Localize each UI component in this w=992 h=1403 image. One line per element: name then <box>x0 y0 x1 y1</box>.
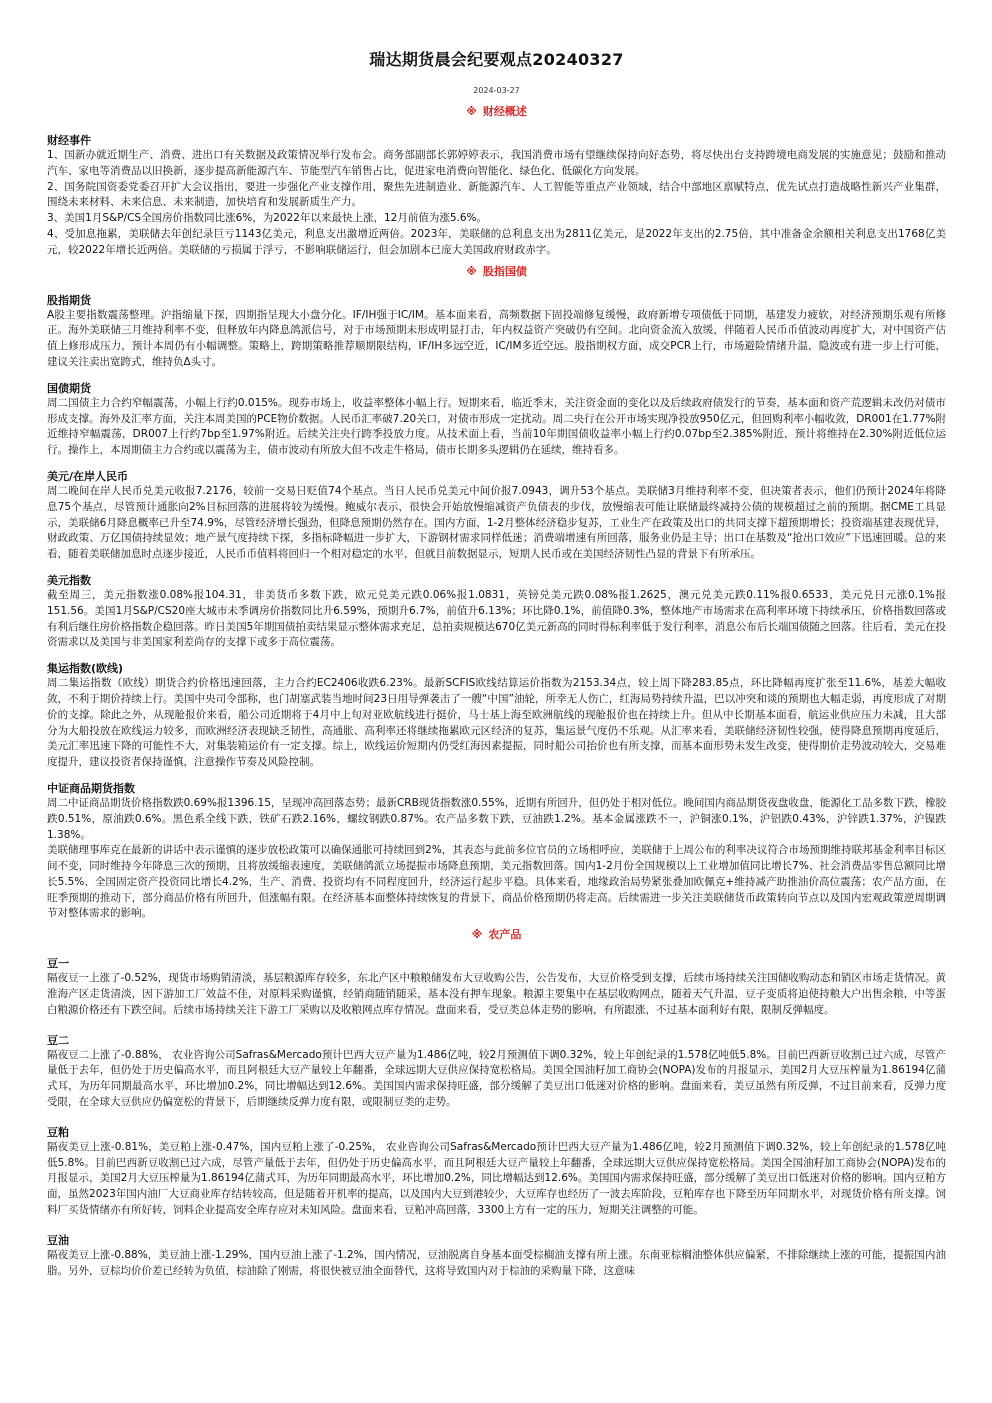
block-text-index-futures: A股主要指数震荡整理。沪指缩量下探，四期指呈现大小盘分化。IF/IH强于IC/IM。基本面来看，高频数据下固投端修复缓慢，政府新增专项债低于同期，基建发力疲软，对经济预期乐观有所修正。海外美联储三月维持利率不变，但释放年内降息鸽派信号，对于市场预期未形成明显打击，年内权益资产突破仍有空间。北向资金流入放缓，伴随着人民币币值波动再度扩大，对中国资产估值上修形成压力，预计本周仍有小幅调整。策略上，跨期策略推荐顺期限结构，IF/IH多远空近，IC/IM多近空远。股指期权方面，成交PCR上行，市场避险情绪升温，隐波或有进一步上行可能，建议关注卖出宽跨式，维持负Δ头寸。 <box>47 308 946 368</box>
section-title: 财经概述 <box>482 105 527 118</box>
block-title-soy2: 豆二 <box>47 1033 69 1047</box>
finance-event-item: 1、国新办就近期生产、消费、进出口有关数据及政策情况举行发布会。商务部副部长郭婷婷表示，我国消费市场有望继续保持向好态势，将尽快出台支持跨境电商发展的实施意见；鼓励和推动汽车、家电等消费品以旧换新，逐步提高新能源汽车、节能型汽车销售占比，促进家电消费向智能化、绿色化、低碳化方向发展。 <box>47 149 946 177</box>
section-mark-icon: ※ <box>471 928 483 942</box>
block-title-dxy: 美元指数 <box>47 573 91 587</box>
block-text-oil: 隔夜美豆上涨-0.88%，美豆油上涨-1.29%，国内豆油上涨了-1.2%，国内情况，豆油脱离自身基本面受棕榈油支撑有所上涨。东南亚棕榈油整体供应偏紧，不排除继续上涨的可能，提振国内油脂。另外，豆棕均价价差已经转为负值，棕油除了刚需，将很快被豆油全面替代，这将导致国内对于棕油的采购量下降，这意味 <box>47 1248 946 1277</box>
document-date: 2024-03-27 <box>473 86 520 95</box>
section-title: 股指国债 <box>482 264 527 278</box>
block-text-ccpi-2: 美联储理事库克在最新的讲话中表示谨慎的逐步放松政策可以确保通胀可持续回到2%，其表态与此前多位官员的立场相呼应，美联储于上周公布的利率决议符合市场预期维持联邦基金利率目标区间不变，同时维持今年降息三次的预期，且将放缓缩表速度，美联储鸽派立场提振市场降息预期，美元指数回落。国内1-2月份全国规模以上工业增加值同比增长7%、社会消费品零售总额同比增长5.5%、全国固定资产投资同比增长4.2%，生产、消费、投资均有不同程度回升，经济运行起步平稳。具体来看，地缘政治局势紧张叠加欧佩克+维持减产助推油价高位震荡；农产品方面，在旺季预期的推动下，部分商品价格有所回升，但涨幅有限。在经济基本面整体持续恢复的背景下，商品价格预期仍将走高。后续需进一步关注美联储货币政策转向节点以及国内宏观政策逆周期调节对整体需求的影响。 <box>47 844 946 920</box>
section-mark-icon: ※ <box>466 264 477 278</box>
block-text-meal: 隔夜美豆上涨-0.81%，美豆粕上涨-0.47%，国内豆粕上涨了-0.25%， 农业咨询公司Safras&Mercado预计巴西大豆产量为1.486亿吨，较2月预测值下调0.32%，较上年创纪录的1.578亿吨低5.8%。目前巴西新豆收割已过六成，尽管产量低于去年，但仍处于历史偏高水平，而且阿根廷大豆产量较上年翻番，全球远期大豆供应保持宽松格局。美国全国油籽加工商协会(NOPA)发布的月报显示，美国2月大豆压榨量为1.86194亿蒲式耳，为历年同期最高水平，环比增加0.2%，同比增幅达到12.6%。美国国内需求保持旺盛，部分缓解了美豆出口低迷对价格的影响。国内豆粕方面，虽然2023年国内油厂大豆商业库存结转较高，但是随着开机率的提高，以及国内大豆到港较少，大豆库存也经历了一波去库阶段，豆粕库存也下降至历年同期水平，对现货价格有所支撑。饲料厂买货情绪亦有所好转，饲料企业提高安全库存应对未知风险。盘面来看，豆粕冲高回落，3300上方有一定的压力，短期关注调整的可能。 <box>47 1140 946 1217</box>
block-text-ccpi-1: 周二中证商品期货价格指数跌0.69%报1396.15，呈现冲高回落态势；最新CRB现货指数涨0.55%，近期有所回升，但仍处于相对低位。晚间国内商品期货夜盘收盘，能源化工品多数下跌，橡胶跌0.51%，原油跌0.6%。黑色系全线下跌，铁矿石跌2.16%，螺纹钢跌0.87%。农产品多数下跌，豆油跌1.2%。基本金属涨跌不一，沪铜涨0.1%，沪铝跌0.43%，沪锌跌1.37%，沪镍跌1.38%。 <box>47 796 946 841</box>
block-title-finance-events: 财经事件 <box>47 134 91 147</box>
section-header-equity-bond <box>47 265 946 279</box>
block-title-ccpi: 中证商品期货指数 <box>47 781 135 795</box>
block-title-usdcnh: 美元/在岸人民币 <box>47 469 129 483</box>
section-header-agri <box>47 928 946 942</box>
block-text-soy2: 隔夜豆二上涨了-0.88%， 农业咨询公司Safras&Mercado预计巴西大豆产量为1.486亿吨，较2月预测值下调0.32%，较上年创纪录的1.578亿吨低5.8%。目前巴西新豆收割已过六成，尽管产量低于去年，但仍处于历史偏高水平，而且阿根廷大豆产量较上年翻番，全球远期大豆供应保持宽松格局。美国全国油籽加工商协会(NOPA)发布的月报显示，美国2月大豆压榨量为1.86194亿蒲式耳，为历年同期最高水平，环比增加0.2%，同比增幅达到12.6%。美国国内需求保持旺盛，部分缓解了美豆出口低迷对价格的影响。盘面来看，美豆虽然有所反弹，不过目前来看，反弹力度受限，在全球大豆供应仍偏宽松的背景下，后期继续反弹力度有限，或限制豆类的走势。 <box>47 1048 946 1109</box>
block-text-treasury-futures: 周二国债主力合约窄幅震荡，小幅上行约0.015%。现券市场上，收益率整体小幅上行。短期来看，临近季末，关注资金面的变化以及后续政府债发行的节奏，基本面和资产荒逻辑未改仍对债市形成支撑。海外及汇率方面，关注本周美国的PCE物价数据。人民币汇率破7.20关口，对债市形成一定扰动。周二央行在公开市场实现净投放950亿元，但回购利率小幅收敛，DR001在1.77%附近维持窄幅震荡，DR007上行约7bp至1.97%附近。后续关注央行跨季投放力度。从技术面上看，当前10年期国债收益率小幅上行约0.07bp至2.385%附近，预计将维持在2.30%附近低位运行。操作上，本周期债主力合约或以震荡为主，债市波动有所放大但不改走牛格局，债市长期多头逻辑仍在延续，维持看多。 <box>47 396 946 457</box>
block-text-dxy: 截至周三，美元指数涨0.08%报104.31，非美货币多数下跌，欧元兑美元跌0.06%报1.0831，英镑兑美元跌0.08%报1.2625，澳元兑美元跌0.11%报0.6533，美元兑日元涨0.1%报151.56。美国1月S&P/CS20座大城市未季调房价指数同比升6.59%，预期升6.7%，前值升6.13%；环比降0.1%，前值降0.3%，整体地产市场需求在高利率环境下持续承压，价格指数回落或有利后继住房价格指数企稳回落。昨日美国5年期国债拍卖结果显示整体需求充足，总拍卖规模达670亿美元新高的同时得标利率低于发行利率，消息公布后长端国债随之回落。往后看，美元在投资需求以及美国与非美国家利差尚存的支撑下或多于高位震荡。 <box>47 588 946 649</box>
block-title-oil: 豆油 <box>47 1233 69 1247</box>
block-text-container: 周二集运指数（欧线）期货合约价格迅速回落，主力合约EC2406收跌6.23%。最新SCFIS欧线结算运价指数为2153.34点，较上周下降283.85点，环比降幅再度扩张至11.6%，基差大幅收敛，不利于期价持续上行。美国中央司令部称，也门胡塞武装当地时间23日用导弹袭击了一艘“中国”油轮，所幸无人伤亡，红海局势持续升温，巴以冲突和谈的预期也大幅走弱，再度形成了对期价的支撑。除此之外，从现舱报价来看，船公司近期将于4月中上旬对亚欧航线进行挺价，马士基上海至欧洲航线的现舱报价也在持续上升。但从中长期基本面看，航运业供应压力未减，且大部分为大船投放在欧线运力较多，而欧洲经济表现缺乏韧性，高通胀、高利率还将继续拖累欧元区经济的复苏，集运景气度仍不乐观。从汇率来看，美联储经济韧性较强，使得降息预期再度延后，美元汇率迅速下降的可能性不大，对集装箱运价有一定支撑。综上，欧线运价短期内仍受红海因素提振，同时船公司抬价也有所支撑，而基本面形势未发生改变，使得期价走势波动较大，交易难度提升，建议投资者保持谨慎，注意操作节奏及风险控制。 <box>47 677 946 769</box>
finance-event-item: 3、美国1月S&P/CS全国房价指数同比涨6%，为2022年以来最快上涨，12月前值为涨5.6%。 <box>47 212 487 225</box>
document-title: 瑞达期货晨会纪要观点20240327 <box>369 50 624 69</box>
block-text-usdcnh: 周二晚间在岸人民币兑美元收报7.2176，较前一交易日贬值74个基点。当日人民币兑美元中间价报7.0943，调升53个基点。美联储3月维持利率不变，但决策者表示，他们仍预计2024年将降息75个基点，尽管预计通胀向2%目标回落的进展将较为缓慢。鲍威尔表示，很快会开始放慢缩减资产负债表的步伐，放慢缩表可能让联储最终减持公债的规模超过之前的预期。据CME工具显示，美联储6月降息概率已升至74.9%，尽管经济增长强劲，但降息预期仍然存在。国内方面，1-2月整体经济稳步复苏，工业生产在政策及出口的共同支撑下超预期增长；投资端基建表现优异，财政政策、万亿国债持续显效；地产景气度持续下探，多指标降幅进一步扩大，下游钢材需求同样低迷；消费端增速有所回落，服务业仍是主导；出口在基数及“抢出口效应”下迅速回暖。总的来看，随着美联储加息时点逐步接近，人民币币值料将回归一个相对稳定的水平，但就目前数据显示，短期人民币或在美国经济韧性凸显的背景下有所承压。 <box>47 484 946 561</box>
block-text-soy1: 隔夜豆一上涨了-0.52%，现货市场购销清淡，基层粮源库存较多，东北产区中粮粮储发布大豆收购公告，公告发布，大豆价格受到支撑，后续市场持续关注国储收购动态和销区市场走货情况。黄淮海产区走货清淡，因下游加工厂效益不佳，对原料采购谨慎，经销商随销随采，基本没有押车现象。粮源主要集中在基层收购网点，随着天气升温，豆子变质将迫使持粮大户出售余粮，中等蛋白粮源价格还有下跌空间。后续市场持续关注下游工厂采购以及收粮网点库存情况。盘面来看，受豆类总体走势的影响，有所跟涨，不过基本面利好有限，限制反弹幅度。 <box>47 972 946 1016</box>
block-title-meal: 豆粕 <box>47 1125 69 1139</box>
block-title-soy1: 豆一 <box>47 957 69 971</box>
section-title: 农产品 <box>488 928 522 942</box>
finance-event-item: 2、国务院国资委党委召开扩大会议指出，要进一步强化产业支撑作用，聚焦先进制造业、新能源汽车、人工智能等重点产业领域，结合中部地区禀赋特点，优先试点打造战略性新兴产业集群，围绕未来材料、未来信息、未来制造，加快培育和发展新质生产力。 <box>47 180 946 209</box>
finance-event-item: 4、受加息拖累，美联储去年创纪录巨亏1143亿美元，利息支出激增近两倍。2023年，美联储的总利息支出为2811亿美元，是2022年支出的2.75倍，其中准备金余额相关利息支出1768亿美元，较2022年增长近两倍。美联储的亏损属于浮亏，不影响联储运行，但会加剧本已庞大美国政府财政赤字。 <box>47 227 946 256</box>
block-title-treasury-futures: 国债期货 <box>47 381 91 395</box>
block-title-index-futures: 股指期货 <box>47 293 91 307</box>
section-header-finance <box>47 105 946 119</box>
block-title-container: 集运指数(欧线) <box>47 662 124 676</box>
section-mark-icon: ※ <box>466 105 477 118</box>
